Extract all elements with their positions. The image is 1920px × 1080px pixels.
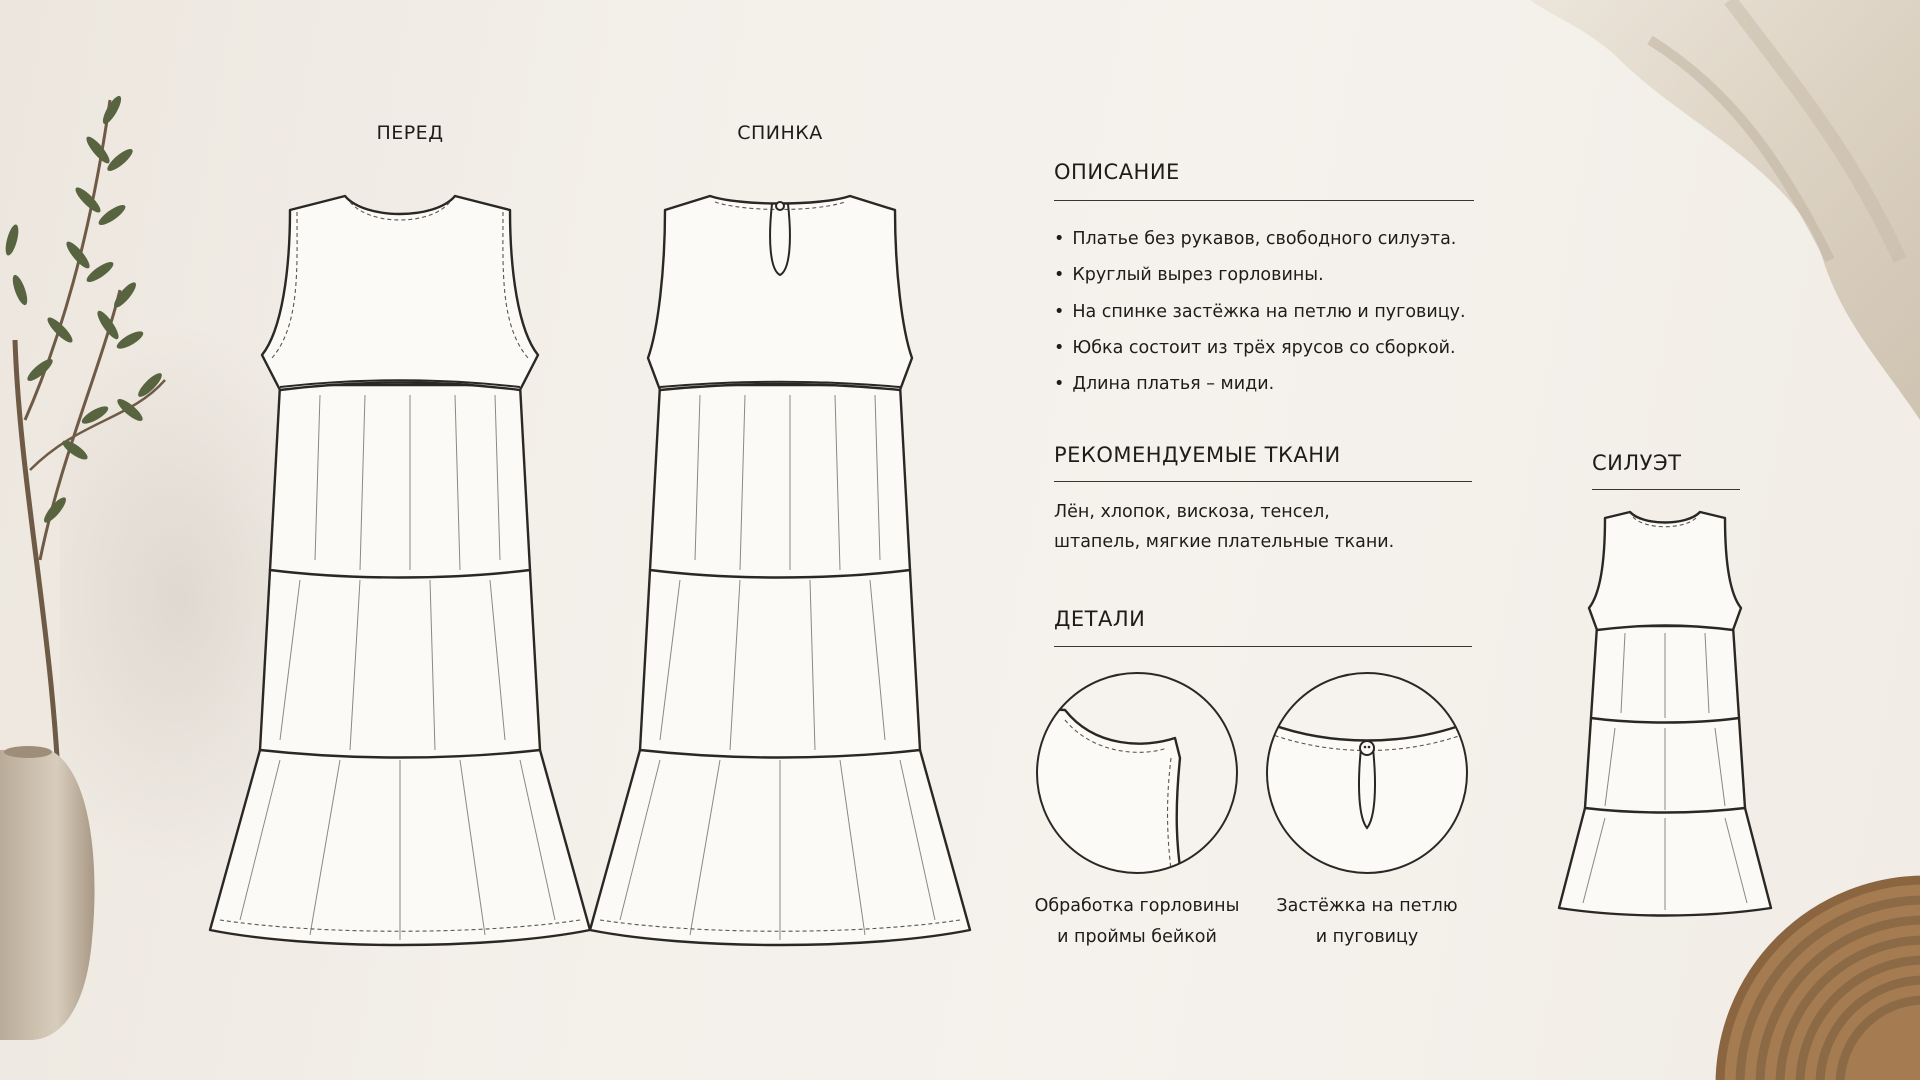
vase-icon <box>0 740 110 1080</box>
description-item: • Платье без рукавов, свободного силуэта. <box>1054 221 1466 257</box>
front-view-label: ПЕРЕД <box>376 122 444 144</box>
neckline-detail-icon <box>1035 668 1240 878</box>
fabrics-line-2: штапель, мягкие плательные ткани. <box>1054 532 1395 552</box>
fabrics-line-1: Лён, хлопок, вискоза, тенсел, <box>1054 502 1330 522</box>
back-dress-sketch <box>580 190 980 970</box>
neckline-caption <box>1007 891 1267 953</box>
silhouette-divider <box>1592 489 1740 490</box>
front-bodice <box>262 196 538 390</box>
silhouette-dress-sketch <box>1555 508 1775 923</box>
description-divider <box>1054 200 1474 201</box>
description-item: • Круглый вырез горловины. <box>1054 257 1466 293</box>
olive-plant-icon <box>0 40 200 820</box>
neckline-caption-line-1: Обработка горловины <box>1034 896 1240 916</box>
description-item: • Длина платья – миди. <box>1054 366 1466 402</box>
silhouette-heading: СИЛУЭТ <box>1592 451 1682 475</box>
details-divider <box>1054 646 1472 647</box>
closure-caption <box>1237 891 1497 953</box>
description-heading: ОПИСАНИЕ <box>1054 160 1180 184</box>
linen-cloth-icon <box>1530 0 1920 420</box>
closure-caption-line-1: Застёжка на петлю <box>1276 896 1458 916</box>
description-item: • Юбка состоит из трёх ярусов со сборкой. <box>1054 330 1466 366</box>
fabrics-heading: РЕКОМЕНДУЕМЫЕ ТКАНИ <box>1054 443 1341 467</box>
description-list <box>1054 221 1466 402</box>
back-skirt-tier-1 <box>650 385 910 578</box>
closure-caption-line-2: и пуговицу <box>1315 927 1419 947</box>
button-loop-detail-icon <box>1265 668 1470 878</box>
back-bodice <box>648 196 912 390</box>
fabrics-divider <box>1054 481 1472 482</box>
fabrics-text <box>1054 497 1394 557</box>
description-item: • На спинке застёжка на петлю и пуговицу. <box>1054 294 1466 330</box>
back-view-label: СПИНКА <box>737 122 823 144</box>
front-skirt-tier-1 <box>270 385 530 578</box>
front-dress-sketch <box>200 190 600 970</box>
details-heading: ДЕТАЛИ <box>1054 607 1146 631</box>
neckline-caption-line-2: и проймы бейкой <box>1057 927 1217 947</box>
